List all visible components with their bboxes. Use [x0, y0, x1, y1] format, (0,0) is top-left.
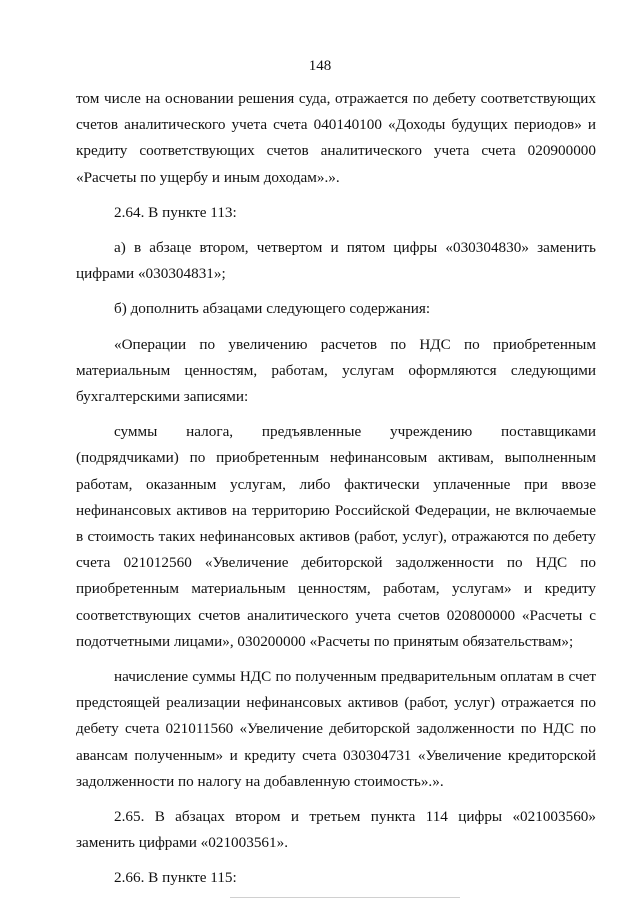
paragraph-item-2-65: 2.65. В абзацах втором и третьем пункта 114 цифры «021003560» заменить цифрами «021003561». — [76, 808, 596, 852]
paragraph-item-2-66: 2.66. В пункте 115: — [114, 869, 237, 887]
paragraph-vat-accrual: начисление суммы НДС по полученным предварительным оплатам в счет предстоящей реализации нефинансовых активов (работ, услуг) отражается по дебету счета 021011560 «Увеличение дебиторской задолженности по НДС по авансам полученным» и кредиту счета 030304731 «Увеличение кредиторской задолженности по налогу на добавленную стоимость».». — [76, 668, 596, 790]
paragraph-subitem-b: б) дополнить абзацами следующего содержания: — [114, 300, 431, 318]
page-bottom-divider — [230, 897, 460, 898]
paragraph-item-2-64: 2.64. В пункте 113: — [114, 203, 237, 221]
document-body — [76, 86, 596, 901]
paragraph-operations-intro: «Операции по увеличению расчетов по НДС по приобретенным материальным ценностям, работам, услугам оформляются следующими бухгалтерскими записями: — [76, 335, 596, 406]
paragraph-continuation: том числе на основании решения суда, отражается по дебету соответствующих счетов аналитического учета счета 040140100 «Доходы будущих периодов» и кредиту соответствующих счетов аналитического учета счета 020900000 «Расчеты по ущербу и иным доходам».». — [76, 90, 596, 186]
paragraph-tax-amounts: суммы налога, предъявленные учреждению поставщиками (подрядчиками) по приобретенным нефинансовым активам, выполненным работам, оказанным услугам, либо фактически уплаченные при ввозе нефинансовых активов на территорию Российской Федерации, не включаемые в стоимость таких нефинансовых активов (работ, услуг), отражаются по дебету счета 021012560 «Увеличение дебиторской задолженности по НДС по приобретенным материальным ценностям, работам, услугам» и кредиту соответствующих счетов аналитического учета счетов 020800000 «Расчеты с подотчетными лицами», 030200000 «Расчеты по принятым обязательствам»; — [76, 423, 596, 650]
paragraph-subitem-a: а) в абзаце втором, четвертом и пятом цифры «030304830» заменить цифрами «030304831»; — [76, 239, 596, 283]
page-number: 148 — [308, 58, 332, 74]
